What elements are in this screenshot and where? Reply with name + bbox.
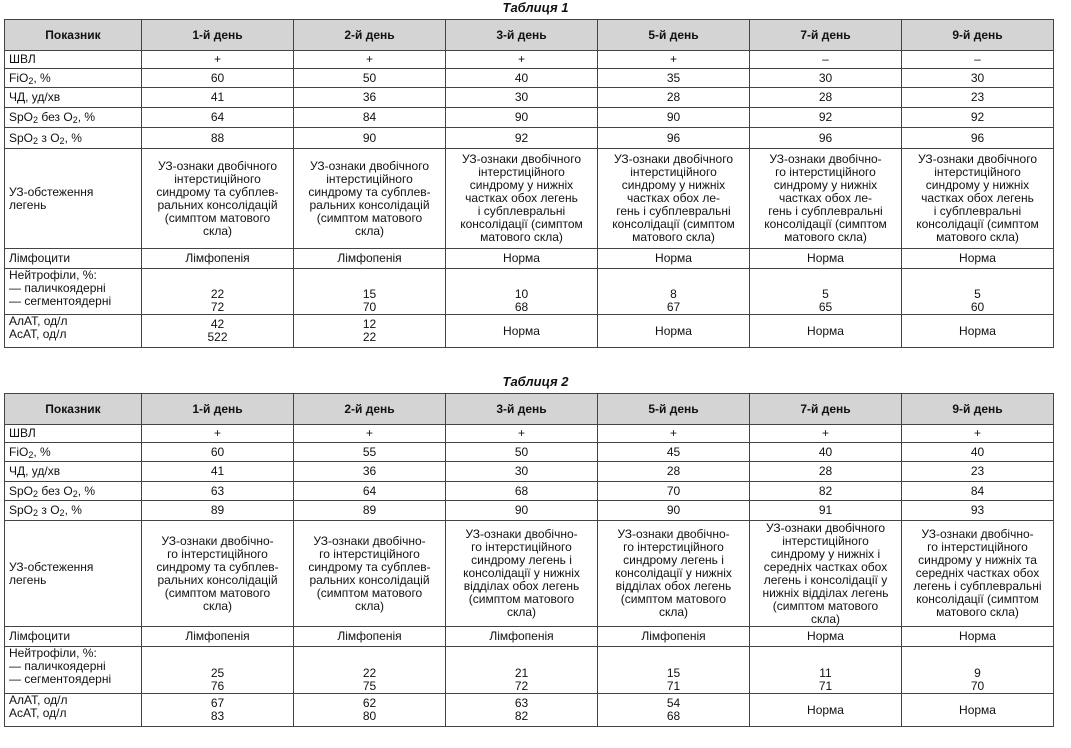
row-label bbox=[5, 482, 142, 501]
table-cell: + bbox=[142, 51, 294, 69]
label-part: SpO bbox=[9, 110, 34, 124]
label-part: , % bbox=[33, 70, 51, 85]
table-cell: 22 75 bbox=[294, 647, 446, 694]
label-part: 2 bbox=[33, 488, 39, 499]
table-cell: УЗ-ознаки двобічного інтерстиційного синдрому у нижніх частках обох легень і субплевральні консолідації (симптом матового скла) bbox=[446, 149, 598, 249]
table-1 bbox=[4, 19, 1054, 348]
table-cell: Норма bbox=[750, 694, 902, 727]
table-cell: Норма bbox=[598, 249, 750, 269]
table-cell: 9 70 bbox=[902, 647, 1054, 694]
header-day: 5-й день bbox=[598, 394, 750, 425]
table-cell: 50 bbox=[294, 69, 446, 88]
label-part: 2 bbox=[59, 135, 65, 146]
table-row-uz bbox=[5, 521, 1054, 627]
label-part: SpO bbox=[9, 130, 34, 145]
label-part: FiO bbox=[9, 444, 29, 459]
table-cell: УЗ-ознаки двобічного інтерстиційного синдрому та субплев- ральних консолідацій (симптом матового скла) bbox=[142, 149, 294, 249]
table-cell: Норма bbox=[902, 627, 1054, 647]
table-cell: – bbox=[750, 51, 902, 69]
table-cell: 28 bbox=[750, 88, 902, 108]
table-row-uz bbox=[5, 149, 1054, 249]
table-cell: Норма bbox=[750, 249, 902, 269]
label-part: 2 bbox=[72, 115, 78, 125]
table-cell: Норма bbox=[902, 694, 1054, 727]
table-cell: 63 bbox=[142, 482, 294, 501]
table-row-chd bbox=[5, 88, 1054, 108]
table-cell: 62 80 bbox=[294, 694, 446, 727]
label-part: з O bbox=[38, 130, 60, 145]
table-row-spo2-o bbox=[5, 501, 1054, 521]
table-cell: Норма bbox=[750, 627, 902, 647]
header-day: 2-й день bbox=[294, 20, 446, 51]
table-cell: 30 bbox=[446, 88, 598, 108]
table-cell: Лімфопенія bbox=[598, 627, 750, 647]
table-cell: Норма bbox=[902, 249, 1054, 269]
label-part: 2 bbox=[28, 75, 34, 86]
row-label: ЧД, уд/хв bbox=[5, 88, 142, 108]
table-cell: Норма bbox=[750, 315, 902, 348]
row-label bbox=[5, 108, 142, 128]
table-cell: 10 68 bbox=[446, 269, 598, 315]
table-cell: 64 bbox=[294, 482, 446, 501]
table-cell: 64 bbox=[142, 108, 294, 128]
label-part: 2 bbox=[59, 508, 65, 518]
table-cell: 50 bbox=[446, 443, 598, 462]
table-2 bbox=[4, 393, 1054, 727]
table-cell: 92 bbox=[902, 108, 1054, 128]
table-cell: 36 bbox=[294, 88, 446, 108]
table-cell: 45 bbox=[598, 443, 750, 462]
row-label bbox=[5, 128, 142, 149]
table-cell: 36 bbox=[294, 462, 446, 482]
table-cell: 5 60 bbox=[902, 269, 1054, 315]
table-cell: 28 bbox=[598, 88, 750, 108]
table-cell: 54 68 bbox=[598, 694, 750, 727]
table-cell: 90 bbox=[294, 128, 446, 149]
table-cell: 15 71 bbox=[598, 647, 750, 694]
row-label bbox=[5, 443, 142, 462]
table-cell: 84 bbox=[902, 482, 1054, 501]
table-cell: 92 bbox=[446, 128, 598, 149]
table-cell: Норма bbox=[598, 315, 750, 348]
table-2-caption: Таблиця 2 bbox=[502, 374, 569, 389]
row-label: Нейтрофіли, %: — паличкоядерні — сегментоядерні bbox=[5, 647, 142, 694]
table-cell: 40 bbox=[446, 69, 598, 88]
label-part: 2 bbox=[33, 508, 39, 518]
table-cell: 25 76 bbox=[142, 647, 294, 694]
table-row-shvl bbox=[5, 51, 1054, 69]
table-row-fio2 bbox=[5, 69, 1054, 88]
table-row-fio2 bbox=[5, 443, 1054, 462]
label-part: 2 bbox=[72, 488, 78, 499]
header-day: 3-й день bbox=[446, 394, 598, 425]
row-label: УЗ-обстеження легень bbox=[5, 521, 142, 627]
table-cell: 90 bbox=[598, 108, 750, 128]
table-cell: 70 bbox=[598, 482, 750, 501]
table-cell: УЗ-ознаки двобічного інтерстиційного синдрому та субплев- ральних консолідацій (симптом матового скла) bbox=[294, 149, 446, 249]
label-part: , % bbox=[64, 130, 82, 145]
label-part: 2 bbox=[33, 115, 39, 125]
row-label: ШВЛ bbox=[5, 51, 142, 69]
header-day: 9-й день bbox=[902, 20, 1054, 51]
table-cell: 35 bbox=[598, 69, 750, 88]
label-part: SpO bbox=[9, 503, 34, 517]
row-label: АлАТ, од/л АсАТ, од/л bbox=[5, 694, 142, 727]
table-cell: Норма bbox=[902, 315, 1054, 348]
table-cell: УЗ-ознаки двобічного інтерстиційного синдрому у нижніх частках обох легень і субплевральні консолідації (симптом матового скла) bbox=[902, 149, 1054, 249]
table-cell: 23 bbox=[902, 88, 1054, 108]
table-1-caption: Таблиця 1 bbox=[502, 0, 569, 15]
table-row-limf bbox=[5, 249, 1054, 269]
row-label: Лімфоцити bbox=[5, 249, 142, 269]
table-cell: 30 bbox=[750, 69, 902, 88]
table-row-alat bbox=[5, 694, 1054, 727]
table-row-chd bbox=[5, 462, 1054, 482]
table-cell: 30 bbox=[902, 69, 1054, 88]
table-cell: 60 bbox=[142, 443, 294, 462]
table-cell: УЗ-ознаки двобічно- го інтерстиційного синдрому у нижніх та середніх частках обох легень і субплевральні консолідації (симптом матового скла) bbox=[902, 521, 1054, 627]
row-label: УЗ-обстеження легень bbox=[5, 149, 142, 249]
row-label bbox=[5, 69, 142, 88]
table-cell: 96 bbox=[750, 128, 902, 149]
table-cell: Норма bbox=[446, 249, 598, 269]
table-cell: 28 bbox=[750, 462, 902, 482]
table-cell: 90 bbox=[598, 501, 750, 521]
header-day: 3-й день bbox=[446, 20, 598, 51]
header-row bbox=[5, 394, 1054, 425]
table-cell: + bbox=[294, 51, 446, 69]
table-cell: 60 bbox=[142, 69, 294, 88]
row-label: АлАТ, од/л АсАТ, од/л bbox=[5, 315, 142, 348]
table-cell: 55 bbox=[294, 443, 446, 462]
table-cell: 90 bbox=[446, 108, 598, 128]
table-cell: Лімфопенія bbox=[294, 627, 446, 647]
header-day: 7-й день bbox=[750, 20, 902, 51]
label-part: FiO bbox=[9, 70, 29, 85]
table-cell: 91 bbox=[750, 501, 902, 521]
label-part: 2 bbox=[28, 449, 34, 460]
table-cell: 11 71 bbox=[750, 647, 902, 694]
row-label bbox=[5, 501, 142, 521]
table-cell: 93 bbox=[902, 501, 1054, 521]
table-cell: Лімфопенія bbox=[142, 627, 294, 647]
table-row-spo2-no bbox=[5, 482, 1054, 501]
table-cell: УЗ-ознаки двобічно- го інтерстиційного синдрому та субплев- ральних консолідацій (симптом матового скла) bbox=[294, 521, 446, 627]
table-row-shvl bbox=[5, 425, 1054, 443]
table-cell: 96 bbox=[902, 128, 1054, 149]
table-cell: 42 522 bbox=[142, 315, 294, 348]
table-cell: Лімфопенія bbox=[294, 249, 446, 269]
label-part: , % bbox=[33, 444, 51, 459]
table-cell: 82 bbox=[750, 482, 902, 501]
table-cell: + bbox=[750, 425, 902, 443]
table-row-spo2-no bbox=[5, 108, 1054, 128]
table-row-alat bbox=[5, 315, 1054, 348]
table-cell: 15 70 bbox=[294, 269, 446, 315]
table-cell: – bbox=[902, 51, 1054, 69]
table-cell: 21 72 bbox=[446, 647, 598, 694]
table-cell: 89 bbox=[294, 501, 446, 521]
table-cell: 40 bbox=[750, 443, 902, 462]
header-day: 9-й день bbox=[902, 394, 1054, 425]
label-part: 2 bbox=[33, 135, 39, 146]
label-part: , % bbox=[64, 503, 82, 517]
table-row-neut bbox=[5, 269, 1054, 315]
table-cell: 96 bbox=[598, 128, 750, 149]
table-cell: 67 83 bbox=[142, 694, 294, 727]
label-part: без O bbox=[38, 483, 73, 498]
table-cell: УЗ-ознаки двобічного інтерстиційного синдрому у нижніх і середніх частках обох легень і консолідації у нижніх відділах легень (симптом матового скла) bbox=[750, 521, 902, 627]
header-day: 2-й день bbox=[294, 394, 446, 425]
table-cell: + bbox=[294, 425, 446, 443]
header-indicator: Показник bbox=[5, 20, 142, 51]
table-cell: Норма bbox=[446, 315, 598, 348]
table-cell: + bbox=[598, 51, 750, 69]
table-cell: Лімфопенія bbox=[142, 249, 294, 269]
table-cell: 63 82 bbox=[446, 694, 598, 727]
table-row-limf bbox=[5, 627, 1054, 647]
row-label: Лімфоцити bbox=[5, 627, 142, 647]
table-cell: УЗ-ознаки двобічно- го інтерстиційного синдрому у нижніх частках обох ле- гень і субплевральні консолідації (симптом матового скла) bbox=[750, 149, 902, 249]
table-cell: УЗ-ознаки двобічно- го інтерстиційного синдрому легень і консолідації у нижніх відділах обох легень (симптом матового скла) bbox=[446, 521, 598, 627]
header-day: 5-й день bbox=[598, 20, 750, 51]
table-cell: 84 bbox=[294, 108, 446, 128]
table-cell: + bbox=[142, 425, 294, 443]
table-cell: 41 bbox=[142, 88, 294, 108]
table-cell: + bbox=[446, 51, 598, 69]
table-cell: 92 bbox=[750, 108, 902, 128]
table-cell: 8 67 bbox=[598, 269, 750, 315]
label-part: , % bbox=[77, 110, 96, 124]
table-cell: 12 22 bbox=[294, 315, 446, 348]
table-cell: 23 bbox=[902, 462, 1054, 482]
header-row bbox=[5, 20, 1054, 51]
table-cell: 88 bbox=[142, 128, 294, 149]
table-cell: УЗ-ознаки двобічно- го інтерстиційного синдрому та субплев- ральних консолідацій (симптом матового скла) bbox=[142, 521, 294, 627]
table-cell: 90 bbox=[446, 501, 598, 521]
header-day: 1-й день bbox=[142, 394, 294, 425]
label-part: SpO bbox=[9, 483, 34, 498]
table-row-spo2-o bbox=[5, 128, 1054, 149]
table-cell: Лімфопенія bbox=[446, 627, 598, 647]
label-part: з O bbox=[38, 503, 60, 517]
table-row-neut bbox=[5, 647, 1054, 694]
table-cell: 89 bbox=[142, 501, 294, 521]
table-cell: 68 bbox=[446, 482, 598, 501]
table-cell: + bbox=[446, 425, 598, 443]
table-cell: 22 72 bbox=[142, 269, 294, 315]
header-indicator: Показник bbox=[5, 394, 142, 425]
table-cell: + bbox=[902, 425, 1054, 443]
header-day: 1-й день bbox=[142, 20, 294, 51]
table-cell: 30 bbox=[446, 462, 598, 482]
table-cell: УЗ-ознаки двобічно- го інтерстиційного синдрому легень і консолідації у нижніх відділах обох легень (симптом матового скла) bbox=[598, 521, 750, 627]
label-part: без O bbox=[38, 110, 73, 124]
label-part: , % bbox=[77, 483, 96, 498]
table-cell: 41 bbox=[142, 462, 294, 482]
header-day: 7-й день bbox=[750, 394, 902, 425]
row-label: ШВЛ bbox=[5, 425, 142, 443]
table-cell: 28 bbox=[598, 462, 750, 482]
table-cell: УЗ-ознаки двобічного інтерстиційного синдрому у нижніх частках обох ле- гень і субплевральні консолідації (симптом матового скла) bbox=[598, 149, 750, 249]
table-cell: + bbox=[598, 425, 750, 443]
table-cell: 40 bbox=[902, 443, 1054, 462]
row-label: Нейтрофіли, %: — паличкоядерні — сегментоядерні bbox=[5, 269, 142, 315]
row-label: ЧД, уд/хв bbox=[5, 462, 142, 482]
table-cell: 5 65 bbox=[750, 269, 902, 315]
